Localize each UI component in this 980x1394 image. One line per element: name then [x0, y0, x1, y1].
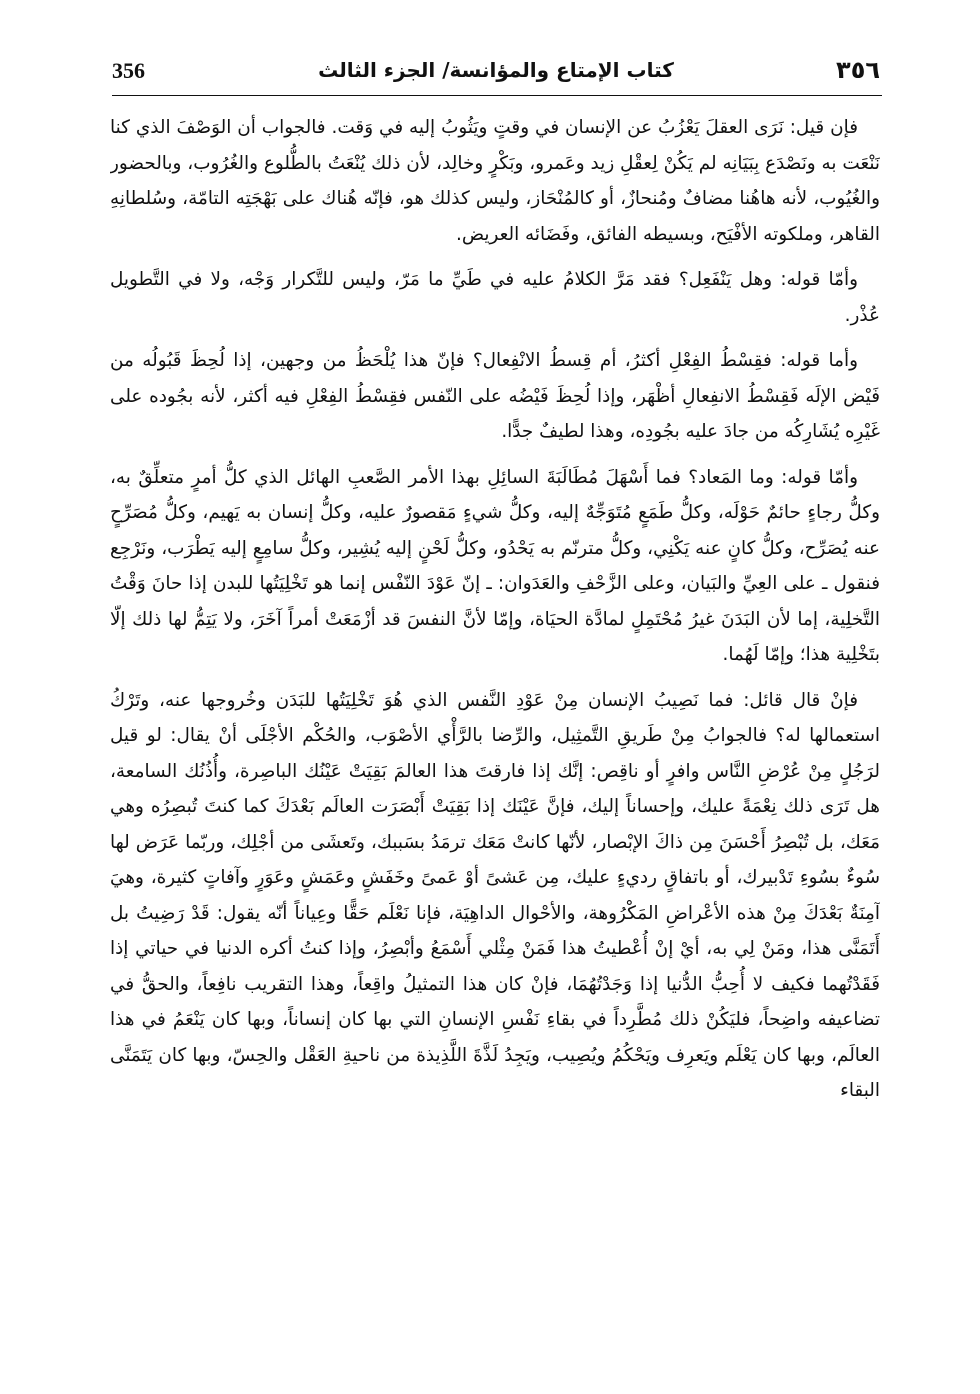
paragraph-5: فإنْ قال قائل: فما نَصِيبُ الإنسان مِنْ عَوْدِ النَّفس الذي هُوَ تَخْلِيَتُها للبَدَن وخُروجها عنه، وتَرْكُ استعمالها له؟ فالجوابُ مِنْ طَريقِ التَّمثِيل، والرِّضا بالرَّأْي الأصْوَب، والحُكْم الأجْلَى أنْ يقال: لو قيل لرَجُلٍ مِنْ عُرْضِ النَّاس وافرٍ أو ناقِص: إنَّك إذا فارقتَ هذا العالمَ بَقِيَتْ عَيْنُك الباصِرة، وأُذُنُك السامعة، هل تَرَى ذلك نِعْمَةً عليك، وإحساناً إليك، فإنَّ عَيْنَك إذا بَقِيَتْ أَبْصَرَت العالَم بَعْدَكَ كما كنتَ تُبصِرُه وهي مَعَك، بل تُبْصِرُ أَحْسَنَ مِن ذاكَ الإبْصار، لأنّها كانتْ مَعَك ترمَدُ بسَببك، وتَعشَى من أجْلِك، وربّما عَرَض لها سُوءٌ بسُوءِ تَدْبيرك، أو باتفاقٍ رديءٍ عليك، مِن عَشىً أوْ عَمىً وخَفَشٍ وعَمَشٍ وعَوَرٍ وآفاتٍ كثيرة، وهيَ آمِنَةٌ بَعْدَكَ مِنْ هذه الأعْراضِ المَكْرُوهة، والأحْوال الداهِيَة، فإنا نَعْلَم حَقًّا وعِياناً أنّه يقول: قَدْ رَضِيتُ بل أَتَمَنَّى هذا، ومَنْ لِي به، أيْ إنْ أُعْطيتُ هذا فَمَنْ مِثْلي أَسْمَعُ وأبْصِرُ، وإذا كنتُ أكره الدنيا في حياتي إذا فَقَدْتُهما فكيف لا أُحِبُّ الدُّنيا إذا وَجَدْتُهُمَا، فإنْ كان هذا التمثيلُ واقِعاً، وهذا التقريب نافِعاً، والحقُّ في تضاعيفه واضِحاً، فليَكُنْ ذلك مُطَّرِداً في بقاءِ نَفْسِ الإنسانِ التي بها كان إنساناً، وبها كان يَنْعَمُ في هذا العالَم، وبها كان يَعْلَم ويَعرِف ويَحْكُمُ ويُصِيب، ويَجِدُ لَذَّةَ اللَّذِيذة من ناحيةِ العَقْل والحِسّ، وبها كان يَتَمَنَّى البقاء: [110, 689, 880, 1101]
page-header: [112, 56, 880, 92]
header-divider: [112, 95, 882, 96]
paragraph-3: وأما قوله: فقِسْطُ الفِعْلِ أكثرُ، أم قِسطُ الانْفِعال؟ فإنّ هذا يُلْحَظُ من وجهين، إذا لُحِظَ قَبُولُه من فَيْض الإلَه فَقِسْطُ الانفِعالِ أظْهَر، وإذا لُحِظَ فَيْضُه على النّفس فقِسْطُ الفِعْلِ فيه أكثر، لأنه بجُوده على غَيْرِه يُشَارِكُه من جادَ عليه بجُودِه، وهذا لطيفٌ جدًّا.: [110, 350, 880, 442]
body-text: [110, 110, 880, 1380]
paragraph-4: وأمّا قوله: وما المَعاد؟ فما أَسْهَلَ مُطَالَبَةَ السائِلِ بهذا الأمر الصَّعبِ الهائل الذي كلُّ أمرٍ متعلِّقٌ به، وكلُّ رجاءٍ حائمٌ حَوْلَه، وكلُّ طَمَعٍ مُتَوَجِّهٌ إليه، وكلُّ شيءٍ مَقصورٌ عليه، وكلُّ إنسان به يَهيم، وكلُّ مُصَرِّحٍ عنه يُصَرِّح، وكلُّ كانٍ عنه يَكْنِي، وكلُّ مترنّم به يَحْدُو، وكلُّ لَحْنٍ إليه يُشِير، وكلُّ سامِعٍ إليه يَطْرَب، ونَرْجِع فنقول ـ على العِيِّ والبَيان، وعلى الزَّحْفِ والعَدَوان: ـ إنّ عَوْدَ النّفْس إنما هو تَخْلِيَتُها للبدن إذا حانَ وَقْتُ التَّخلِية، إما لأن البَدَنَ غيرُ مُحْتَمِلٍ لمادَّة الحيَاة، وإمّا لأنَّ النفسَ قد أزْمَعَتْ أمراً آخَرَ، ولا يَتِمُّ لها ذلك إلّا بتَخْلِية هذا؛ وإمّا لَهُما.: [110, 466, 880, 665]
paragraph-1: فإن قيل: نَرَى العقلَ يَعْزُبُ عن الإنسان في وقتٍ ويَثُوبُ إليه في وَقت. فالجواب أن الوَصْفَ الذي كنا نَنْعَت به ونَصْدَع بِبَيَانِه لم يَكُنْ لِعقْلِ زيد وعَمرو، وبَكْرٍ وخالِد، لأن ذلك يُنْعَتُ بالطُّلوع والغُرُوب، وبالحضور والغُيُوب، لأنه هاهُنا مضافٌ ومُنحازٌ، أو كالمُنْحَاز، وليس كذلك هو، فإنّه هُناك على بَهْجَتِه التامّة، وسُلطانِهِ القاهر، وملكوته الأفْيَح، وبسيطه الفائق، وفَضَائه العريض.: [110, 117, 880, 245]
page-number-arabic: ٣٥٦: [836, 56, 880, 84]
running-title: كتاب الإمتاع والمؤانسة/ الجزء الثالث: [318, 58, 674, 82]
page-number-latin: 356: [112, 58, 145, 83]
paragraph-2: وأمّا قوله: وهل يَنْفَعِل؟ فقد مَرَّ الكلامُ عليه في طَيِّ ما مَرّ، وليس للتَّكرار وَجْه، ولا في التَّطويل عُذْر.: [110, 269, 880, 326]
